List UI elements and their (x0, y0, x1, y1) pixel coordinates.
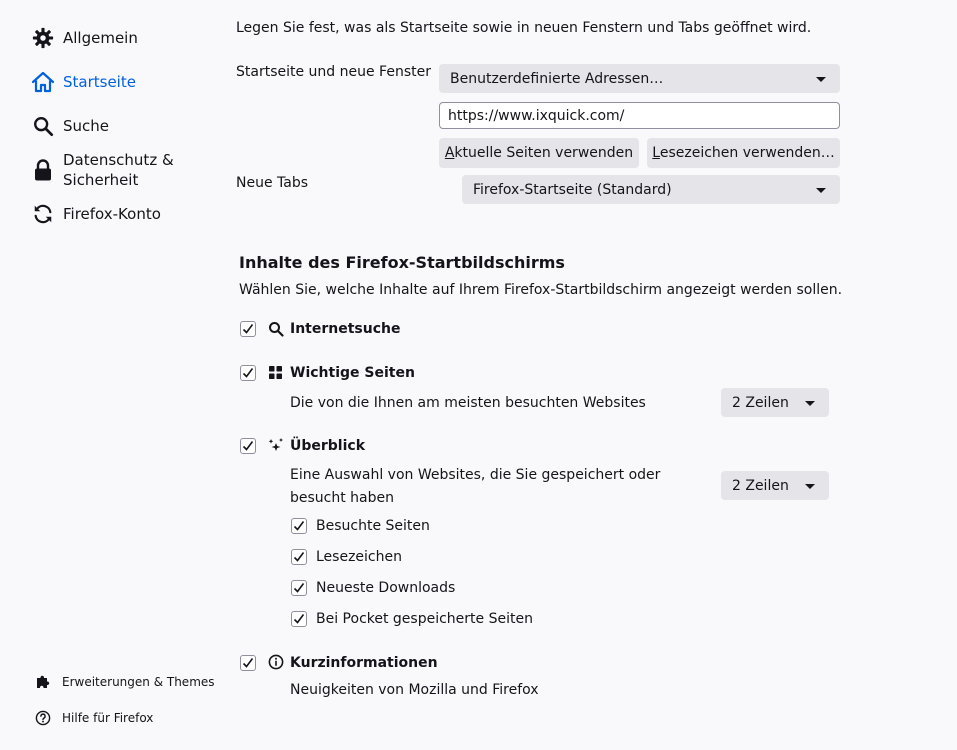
checkmark-icon (242, 367, 254, 379)
highlights-description: Eine Auswahl von Websites, die Sie gespeichert oder besucht haben (290, 467, 661, 506)
highlights-rows-select[interactable] (721, 471, 829, 500)
use-bookmark-button[interactable] (647, 138, 840, 168)
sidebar-footer-help[interactable] (34, 709, 153, 727)
sidebar-item-general[interactable] (30, 25, 138, 51)
accesskey: A (444, 145, 455, 161)
search-icon (268, 321, 284, 341)
sidebar-item-search[interactable] (30, 113, 109, 139)
sidebar-footer-label: Hilfe für Firefox (62, 711, 154, 725)
chevron-down-icon (805, 484, 815, 489)
bookmarks-checkbox[interactable] (291, 549, 307, 565)
sidebar-item-label: Startseite (63, 73, 136, 91)
sidebar-item-label: Firefox-Konto (63, 205, 161, 223)
highlights-checkbox[interactable] (240, 438, 256, 454)
use-current-pages-button[interactable] (439, 138, 639, 168)
home-icon (30, 69, 56, 95)
homepage-intro: Legen Sie fest, was als Startseite sowie in neuen Fenstern und Tabs geöffnet wird. (236, 20, 812, 36)
homepage-select[interactable] (439, 64, 840, 93)
highlights-label: Überblick (290, 438, 366, 454)
checkmark-icon (242, 323, 254, 335)
sparkle-icon (268, 437, 285, 458)
newtabs-select[interactable] (462, 175, 840, 204)
highlights-rows-value: 2 Zeilen (732, 477, 789, 494)
checkmark-icon (242, 657, 254, 669)
topsites-checkbox[interactable] (240, 365, 256, 381)
visited-pages-checkbox[interactable] (291, 518, 307, 534)
checkmark-icon (293, 582, 305, 594)
chevron-down-icon (805, 401, 815, 406)
snippets-checkbox[interactable] (240, 655, 256, 671)
info-icon (268, 654, 284, 674)
chevron-down-icon (816, 77, 826, 82)
chevron-down-icon (816, 188, 826, 193)
pocket-label: Bei Pocket gespeicherte Seiten (316, 611, 533, 627)
search-checkbox[interactable] (240, 321, 256, 337)
accesskey: L (652, 145, 660, 161)
homepage-url-input[interactable] (439, 102, 840, 129)
sidebar-item-label: Datenschutz & Sicherheit (63, 151, 174, 189)
button-label: ktuelle Seiten verwenden (454, 145, 634, 161)
pocket-checkbox[interactable] (291, 611, 307, 627)
downloads-label: Neueste Downloads (316, 580, 456, 596)
sidebar-item-account[interactable] (30, 201, 161, 227)
checkmark-icon (293, 551, 305, 563)
puzzle-icon (34, 673, 52, 691)
visited-pages-label: Besuchte Seiten (316, 518, 430, 534)
sidebar-item-label: Suche (63, 117, 110, 135)
home-content-title: Inhalte des Firefox-Startbildschirms (239, 253, 565, 272)
sidebar-item-privacy[interactable] (30, 150, 174, 190)
topsites-description: Die von die Ihnen am meisten besuchten Websites (290, 395, 646, 411)
newtabs-label: Neue Tabs (236, 175, 309, 191)
checkmark-icon (293, 520, 305, 532)
snippets-description: Neuigkeiten von Mozilla und Firefox (290, 682, 539, 698)
topsites-rows-value: 2 Zeilen (732, 394, 789, 411)
topsites-icon (268, 365, 283, 384)
sidebar-footer-addons[interactable] (34, 673, 215, 691)
search-icon (30, 113, 56, 139)
topsites-rows-select[interactable] (721, 388, 829, 417)
sync-icon (30, 201, 56, 227)
sidebar-item-home[interactable] (30, 69, 136, 95)
button-label: esezeichen verwenden… (659, 145, 835, 161)
search-label: Internetsuche (290, 321, 401, 337)
sidebar-item-label: Allgemein (63, 29, 138, 47)
topsites-label: Wichtige Seiten (290, 365, 415, 381)
checkmark-icon (242, 440, 254, 452)
home-content-description: Wählen Sie, welche Inhalte auf Ihrem Firefox-Startbildschirm angezeigt werden sollen. (239, 282, 843, 298)
sidebar-footer-label: Erweiterungen & Themes (62, 675, 215, 689)
checkmark-icon (293, 613, 305, 625)
lock-icon (30, 157, 56, 183)
help-icon (34, 709, 52, 727)
homepage-select-value: Benutzerdefinierte Adressen… (450, 70, 664, 87)
homepage-label: Startseite und neue Fenster (236, 64, 431, 80)
downloads-checkbox[interactable] (291, 580, 307, 596)
newtabs-select-value: Firefox-Startseite (Standard) (473, 181, 672, 198)
snippets-label: Kurzinformationen (290, 655, 438, 671)
gear-icon (30, 25, 56, 51)
bookmarks-label: Lesezeichen (316, 549, 402, 565)
